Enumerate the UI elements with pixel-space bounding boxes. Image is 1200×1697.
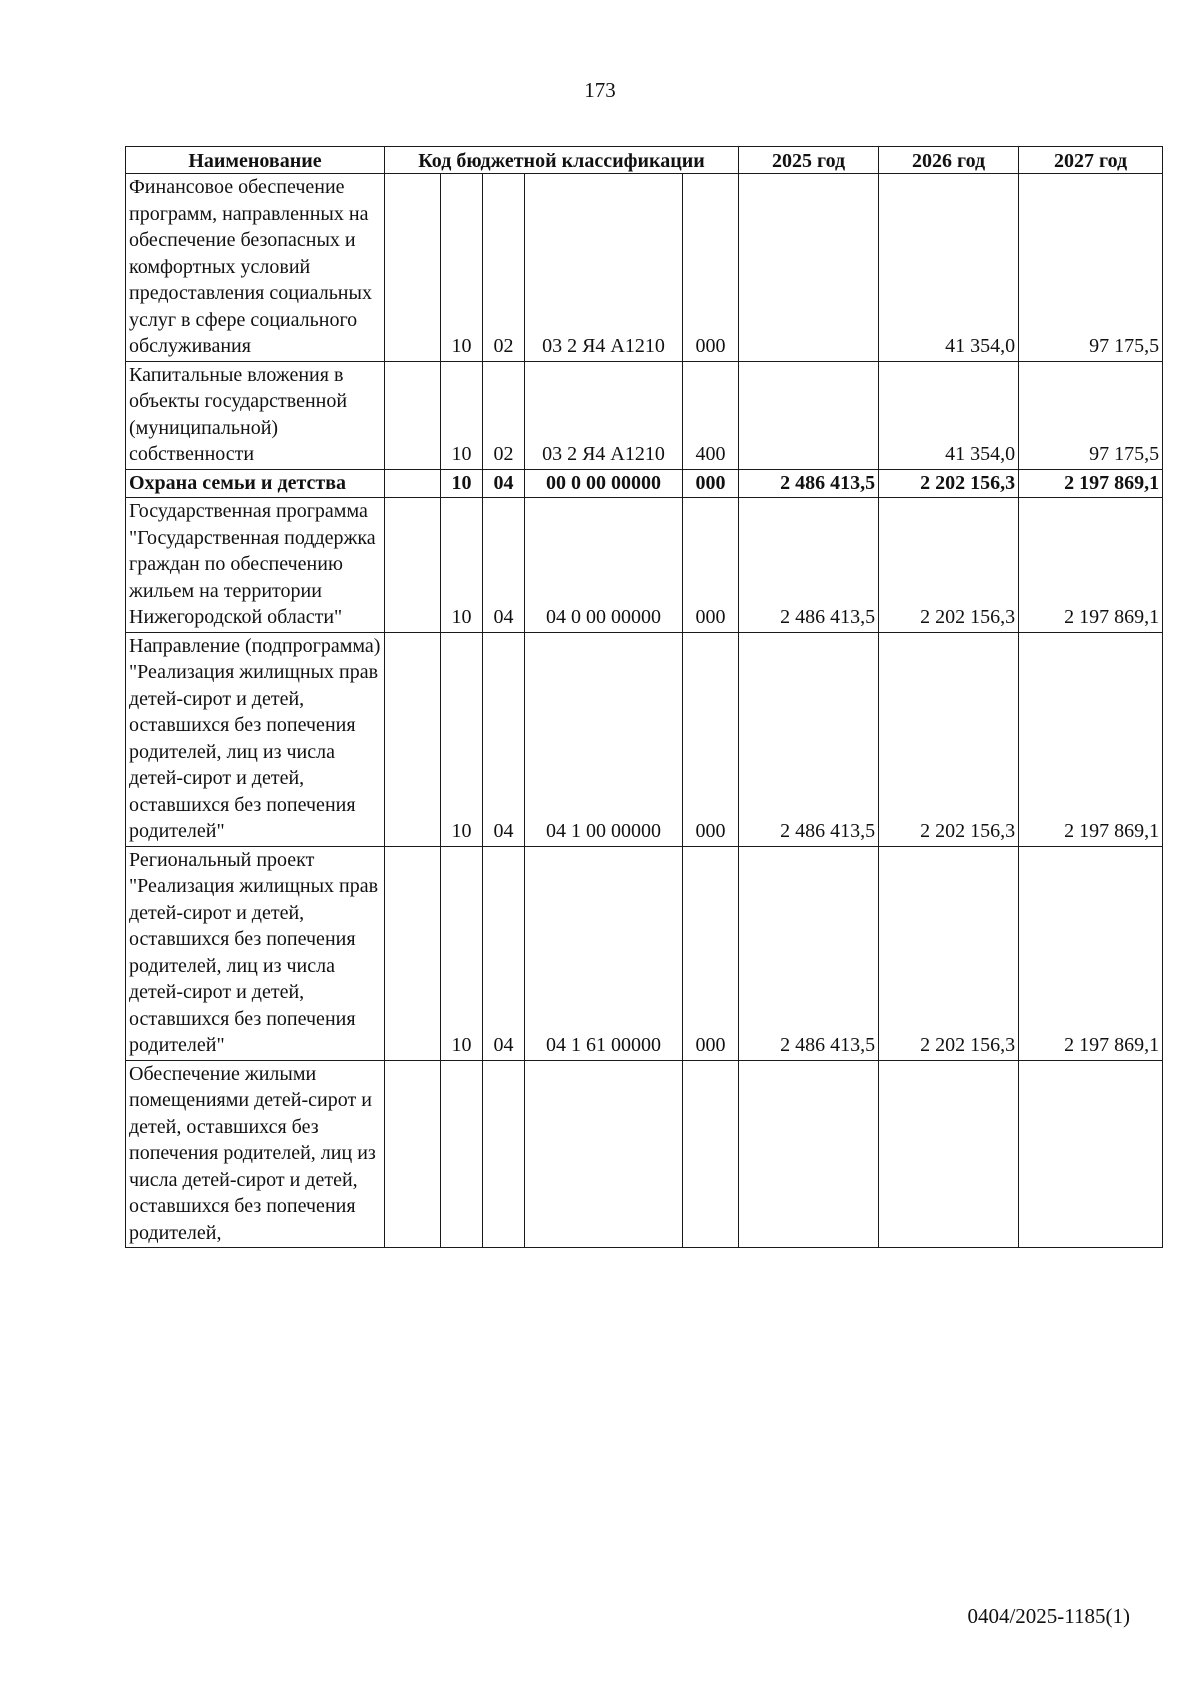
cell-name: Направление (подпрограмма) "Реализация жилищных прав детей-сирот и детей, оставшихся без попечения родителей, лиц из числа детей-сирот и детей, оставшихся без попечения родителей"	[126, 632, 385, 846]
cell-c5: 000	[683, 632, 739, 846]
cell-c2: 10	[441, 361, 483, 469]
cell-name: Государственная программа "Государственная поддержка граждан по обеспечению жильем на территории Нижегородской области"	[126, 498, 385, 633]
cell-c3	[483, 1060, 525, 1248]
cell-c1	[385, 498, 441, 633]
header-code: Код бюджетной классификации	[385, 147, 739, 174]
table-row	[126, 469, 1163, 498]
cell-y2025: 2 486 413,5	[739, 846, 879, 1060]
cell-c2: 10	[441, 498, 483, 633]
cell-y2025: 2 486 413,5	[739, 632, 879, 846]
cell-c4: 04 0 00 00000	[525, 498, 683, 633]
cell-y2027: 97 175,5	[1019, 174, 1163, 362]
document-code: 0404/2025-1185(1)	[967, 1604, 1130, 1628]
cell-c4: 03 2 Я4 А1210	[525, 174, 683, 362]
cell-c5: 000	[683, 498, 739, 633]
cell-c4: 04 1 00 00000	[525, 632, 683, 846]
cell-c4: 03 2 Я4 А1210	[525, 361, 683, 469]
cell-c1	[385, 846, 441, 1060]
table-body	[126, 174, 1163, 1248]
cell-name: Охрана семьи и детства	[126, 469, 385, 498]
header-2026: 2026 год	[879, 147, 1019, 174]
cell-name: Региональный проект "Реализация жилищных прав детей-сирот и детей, оставшихся без попечения родителей, лиц из числа детей-сирот и детей, оставшихся без попечения родителей"	[126, 846, 385, 1060]
cell-c1	[385, 632, 441, 846]
cell-y2026: 41 354,0	[879, 361, 1019, 469]
cell-y2026: 2 202 156,3	[879, 498, 1019, 633]
table-row	[126, 498, 1163, 633]
header-2025: 2025 год	[739, 147, 879, 174]
cell-y2025: 2 486 413,5	[739, 498, 879, 633]
cell-name: Капитальные вложения в объекты государственной (муниципальной) собственности	[126, 361, 385, 469]
cell-y2027	[1019, 1060, 1163, 1248]
cell-c3: 04	[483, 469, 525, 498]
cell-c2: 10	[441, 632, 483, 846]
cell-y2025: 2 486 413,5	[739, 469, 879, 498]
cell-y2025	[739, 1060, 879, 1248]
cell-y2025	[739, 361, 879, 469]
cell-c5: 000	[683, 846, 739, 1060]
cell-c3: 04	[483, 632, 525, 846]
cell-y2027: 2 197 869,1	[1019, 469, 1163, 498]
table-row	[126, 632, 1163, 846]
cell-c2: 10	[441, 469, 483, 498]
cell-c3: 04	[483, 498, 525, 633]
header-2027: 2027 год	[1019, 147, 1163, 174]
cell-c1	[385, 361, 441, 469]
cell-y2026: 41 354,0	[879, 174, 1019, 362]
cell-name: Обеспечение жилыми помещениями детей-сирот и детей, оставшихся без попечения родителей, лиц из числа детей-сирот и детей, оставшихся без попечения родителей,	[126, 1060, 385, 1248]
cell-y2026: 2 202 156,3	[879, 469, 1019, 498]
cell-c1	[385, 174, 441, 362]
cell-c5: 000	[683, 469, 739, 498]
cell-y2027: 2 197 869,1	[1019, 846, 1163, 1060]
cell-c5: 000	[683, 174, 739, 362]
cell-y2027: 2 197 869,1	[1019, 632, 1163, 846]
cell-c4	[525, 1060, 683, 1248]
cell-c1	[385, 469, 441, 498]
cell-c4: 00 0 00 00000	[525, 469, 683, 498]
cell-y2025	[739, 174, 879, 362]
table-row	[126, 846, 1163, 1060]
budget-table	[125, 146, 1163, 1248]
cell-c3: 02	[483, 174, 525, 362]
cell-name: Финансовое обеспечение программ, направленных на обеспечение безопасных и комфортных условий предоставления социальных услуг в сфере социального обслуживания	[126, 174, 385, 362]
cell-c2: 10	[441, 174, 483, 362]
table-row	[126, 174, 1163, 362]
cell-c3: 02	[483, 361, 525, 469]
cell-c5: 400	[683, 361, 739, 469]
table-row	[126, 361, 1163, 469]
cell-y2027: 97 175,5	[1019, 361, 1163, 469]
cell-c1	[385, 1060, 441, 1248]
table-header-row	[126, 147, 1163, 174]
cell-y2026: 2 202 156,3	[879, 846, 1019, 1060]
cell-c5	[683, 1060, 739, 1248]
cell-c3: 04	[483, 846, 525, 1060]
cell-y2026	[879, 1060, 1019, 1248]
page-number: 173	[584, 78, 616, 102]
cell-y2026: 2 202 156,3	[879, 632, 1019, 846]
cell-c4: 04 1 61 00000	[525, 846, 683, 1060]
cell-c2	[441, 1060, 483, 1248]
cell-y2027: 2 197 869,1	[1019, 498, 1163, 633]
table-row	[126, 1060, 1163, 1248]
cell-c2: 10	[441, 846, 483, 1060]
header-name: Наименование	[126, 147, 385, 174]
